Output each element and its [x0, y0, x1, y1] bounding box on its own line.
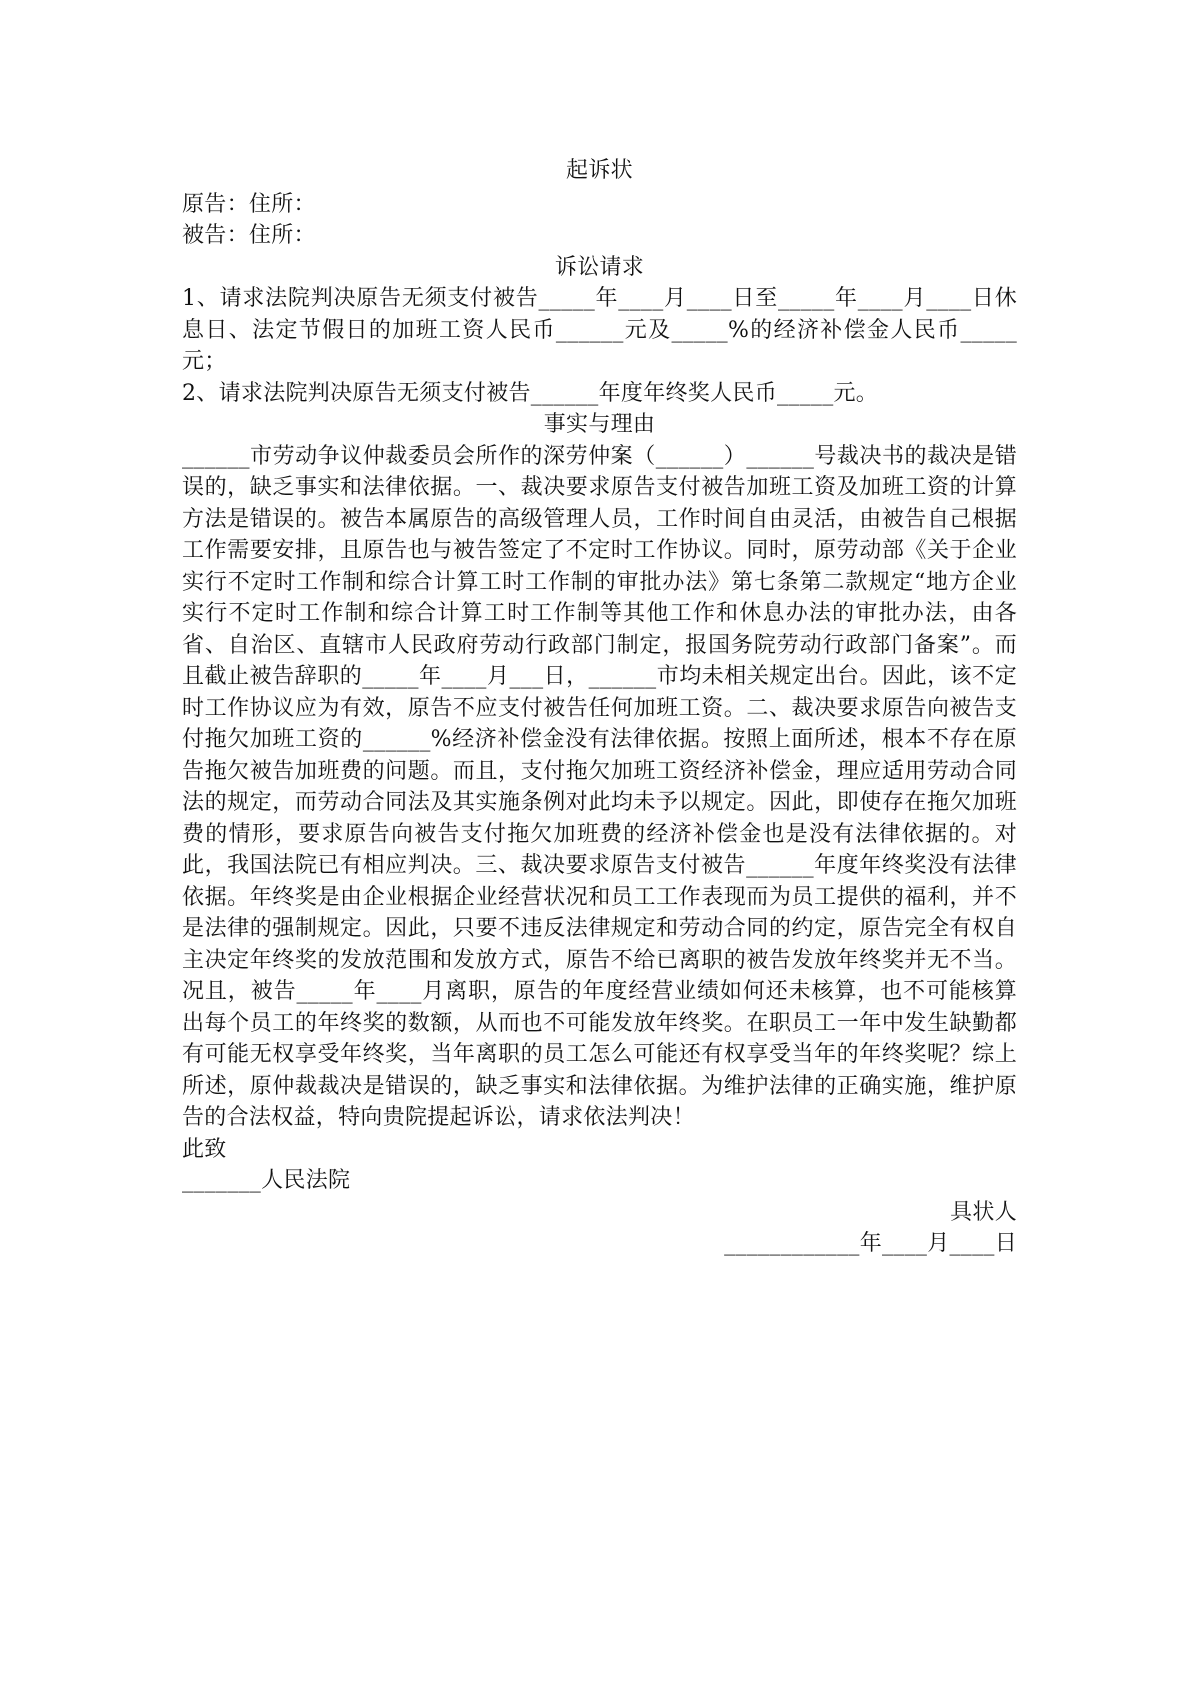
salutation: 此致	[182, 1136, 227, 1162]
document-content	[182, 155, 1017, 1260]
document-title: 起诉状	[566, 158, 633, 183]
claim-1: 1、请求法院判决原告无须支付被告_____年____月____日至_____年____月____日休息日、法定节假日的加班工资人民币______元及_____%的经济补偿金人民币_____元；	[182, 286, 1017, 374]
facts-heading: 事实与理由	[543, 412, 656, 437]
claim-2: 2、请求法院判决原告无须支付被告______年度年终奖人民币_____元。	[182, 380, 879, 406]
plaintiff-line: 原告：住所：	[182, 191, 316, 217]
claims-heading: 诉讼请求	[554, 254, 645, 280]
court-name: _______人民法院	[182, 1168, 351, 1193]
signer-label: 具状人	[950, 1199, 1017, 1225]
defendant-line: 被告：住所：	[182, 223, 316, 248]
signature-date: ____________年____月____日	[724, 1231, 1017, 1256]
facts-body: ______市劳动争议仲裁委员会所作的深劳仲案（______）______号裁决书的裁决是错误的，缺乏事实和法律依据。一、裁决要求原告支付被告加班工资及加班工资的计算方法是错误的。被告本属原告的高级管理人员，工作时间自由灵活，由被告自己根据工作需要安排，且原告也与被告签定了不定时工作协议。同时，原劳动部《关于企业实行不定时工作制和综合计算工时工作制的审批办法》第七条第二款规定“地方企业实行不定时工作制和综合计算工时工作制等其他工作和休息办法的审批办法，由各省、自治区、直辖市人民政府劳动行政部门制定，报国务院劳动行政部门备案”。而且截止被告辞职的_____年____月___日，______市均未相关规定出台。因此，该不定时工作协议应为有效，原告不应支付被告任何加班工资。二、裁决要求原告向被告支付拖欠加班工资的______%经济补偿金没有法律依据。按照上面所述，根本不存在原告拖欠被告加班费的问题。而且，支付拖欠加班工资经济补偿金，理应适用劳动合同法的规定，而劳动合同法及其实施条例对此均未予以规定。因此，即使存在拖欠加班费的情形，要求原告向被告支付拖欠加班费的经济补偿金也是没有法律依据的。对此，我国法院已有相应判决。三、裁决要求原告支付被告______年度年终奖没有法律依据。年终奖是由企业根据企业经营状况和员工工作表现而为员工提供的福利，并不是法律的强制规定。因此，只要不违反法律规定和劳动合同的约定，原告完全有权自主决定年终奖的发放范围和发放方式，原告不给已离职的被告发放年终奖并无不当。况且，被告_____年____月离职，原告的年度经营业绩如何还未核算，也不可能核算出每个员工的年终奖的数额，从而也不可能发放年终奖。在职员工一年中发生缺勤都有可能无权享受年终奖，当年离职的员工怎么可能还有权享受当年的年终奖呢？综上所述，原仲裁裁决是错误的，缺乏事实和法律依据。为维护法律的正确实施，维护原告的合法权益，特向贵院提起诉讼，请求依法判决！	[182, 443, 1017, 1130]
